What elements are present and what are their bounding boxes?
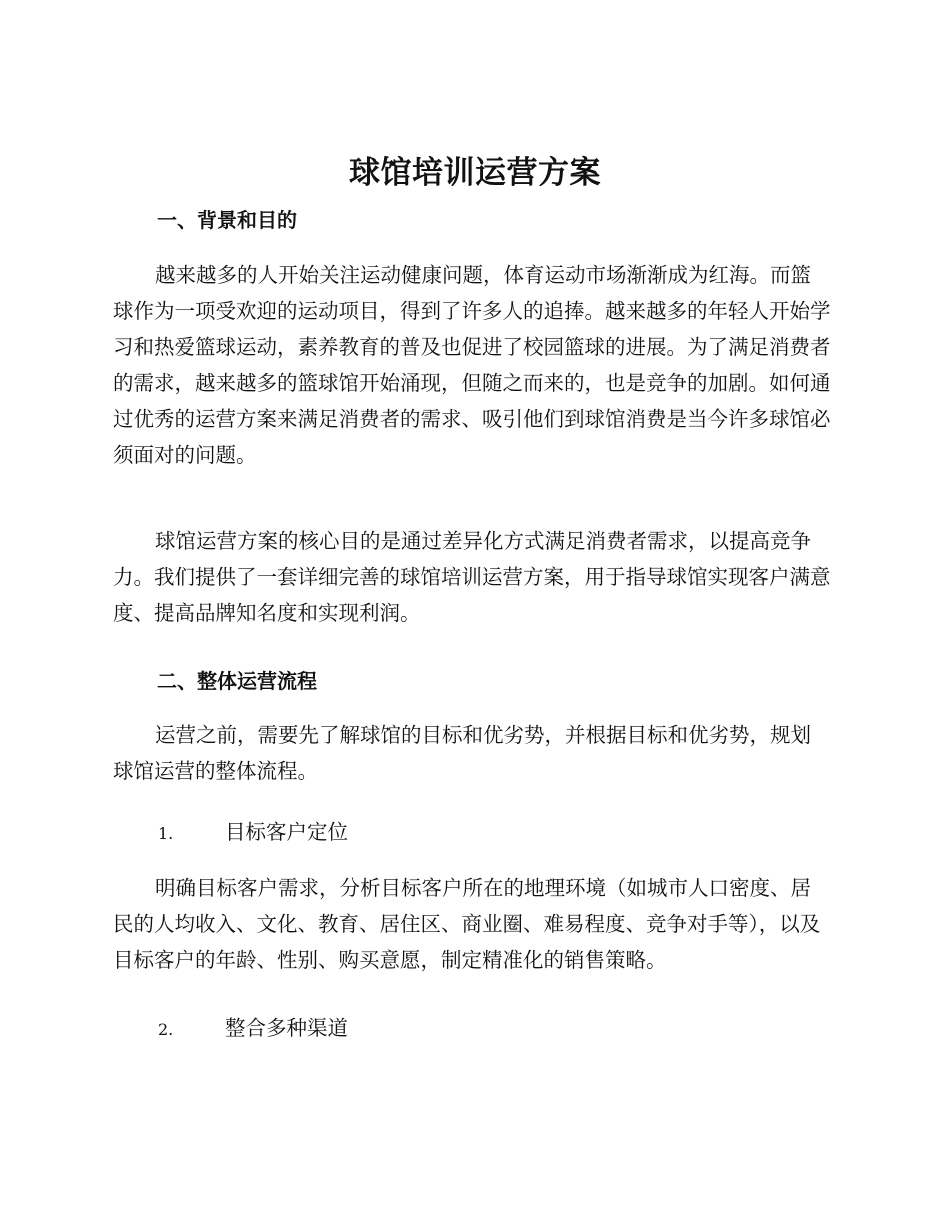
list-item-title: 整合多种渠道: [225, 1016, 348, 1040]
list-item-channels: [158, 1013, 348, 1045]
list-item-title: 目标客户定位: [225, 820, 348, 844]
list-item-target-customer: [158, 817, 348, 849]
paragraph-background: 越来越多的人开始关注运动健康问题，体育运动市场渐渐成为红海。而篮球作为一项受欢迎的运动项目，得到了许多人的追捧。越来越多的年轻人开始学习和热爱篮球运动，素养教育的普及也促进了校园篮球的进展。为了满足消费者的需求，越来越多的篮球馆开始涌现，但随之而来的，也是竞争的加剧。如何通过优秀的运营方案来满足消费者的需求、吸引他们到球馆消费是当今许多球馆必须面对的问题。: [113, 263, 831, 467]
section-heading-background: 一、背景和目的: [157, 208, 297, 232]
list-item-number: 2.: [158, 1020, 174, 1039]
section-heading-process: 二、整体运营流程: [157, 669, 317, 693]
paragraph-target-customer: 明确目标客户需求，分析目标客户所在的地理环境（如城市人口密度、居民的人均收入、文化、教育、居住区、商业圈、难易程度、竞争对手等），以及目标客户的年龄、性别、购买意愿，制定精准化的销售策略。: [113, 876, 821, 972]
paragraph-process-intro: 运营之前，需要先了解球馆的目标和优劣势，并根据目标和优劣势，规划球馆运营的整体流程。: [113, 723, 811, 783]
document-title: 球馆培训运营方案: [349, 155, 601, 191]
list-item-number: 1.: [158, 824, 174, 843]
paragraph-purpose: 球馆运营方案的核心目的是通过差异化方式满足消费者需求，以提高竞争力。我们提供了一套详细完善的球馆培训运营方案，用于指导球馆实现客户满意度、提高品牌知名度和实现利润。: [113, 529, 831, 625]
